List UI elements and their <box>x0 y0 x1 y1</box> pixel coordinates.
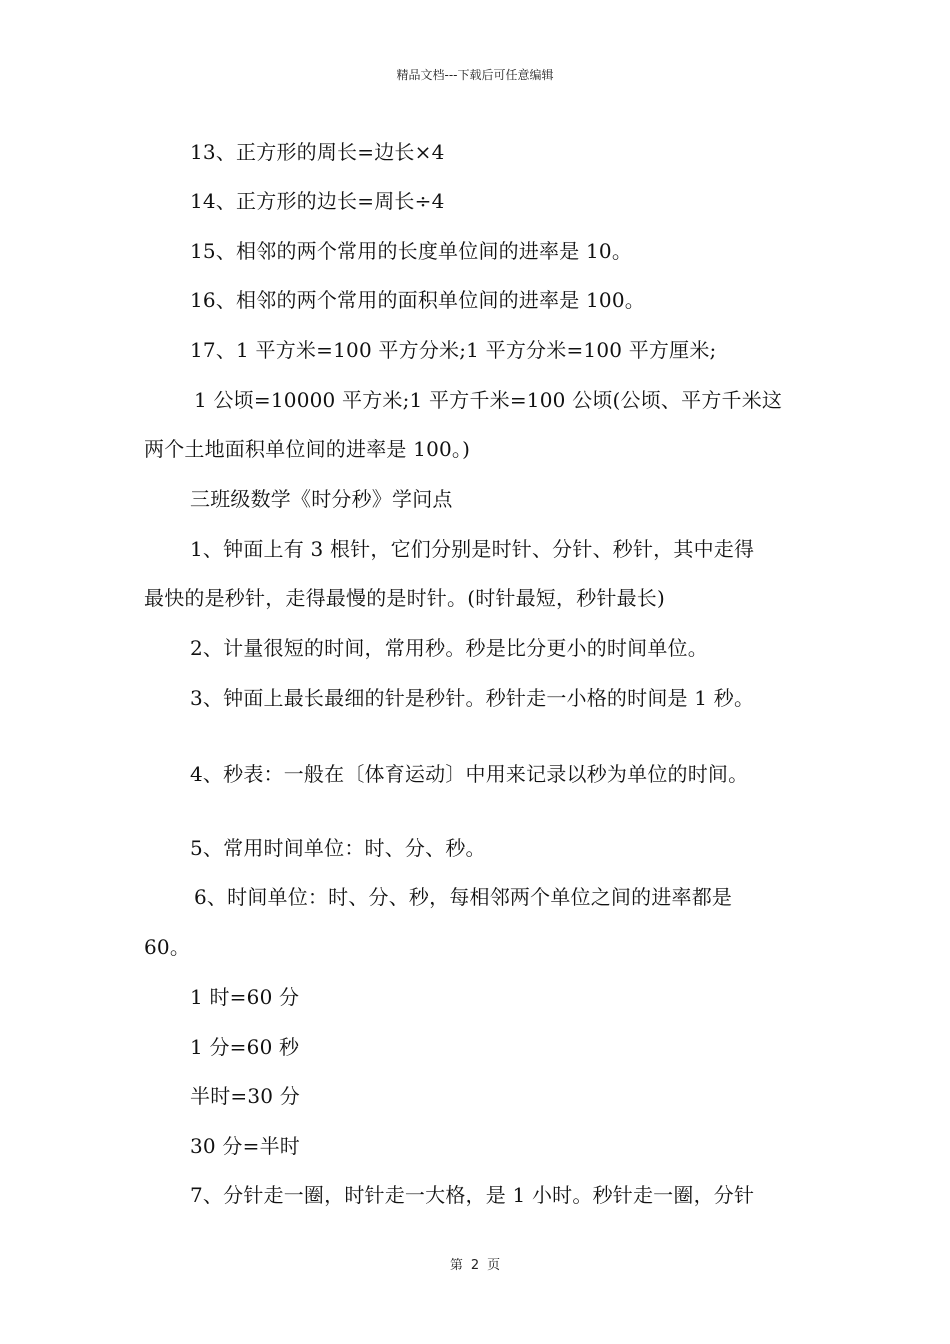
text-line: 60。 <box>144 935 191 959</box>
text-line: 最快的是秒针，走得最慢的是时针。(时针最短，秒针最长) <box>144 586 666 610</box>
text-line: 1、钟面上有 3 根针，它们分别是时针、分针、秒针，其中走得 <box>190 537 755 561</box>
text-line: 1 分=60 秒 <box>190 1035 300 1059</box>
section-heading: 三班级数学《时分秒》学问点 <box>190 487 453 511</box>
text-line: 7、分针走一圈，时针走一大格，是 1 小时。秒针走一圈，分针 <box>190 1183 755 1207</box>
text-line: 半时=30 分 <box>190 1084 300 1108</box>
text-line: 3、钟面上最长最细的针是秒针。秒针走一小格的时间是 1 秒。 <box>190 686 755 710</box>
text-line: 13、正方形的周长=边长×4 <box>190 140 445 164</box>
text-line: 4、秒表：一般在〔体育运动〕中用来记录以秒为单位的时间。 <box>190 762 749 786</box>
text-line: 17、1 平方米=100 平方分米;1 平方分米=100 平方厘米; <box>190 338 717 362</box>
text-line: 1 时=60 分 <box>190 985 300 1009</box>
text-line: 1 公顷=10000 平方米;1 平方千米=100 公顷(公顷、平方千米这 <box>194 388 783 412</box>
page-suffix: 页 <box>487 1258 501 1273</box>
page-number: 2 <box>470 1258 480 1273</box>
text-line: 两个土地面积单位间的进率是 100。) <box>144 437 471 461</box>
text-line: 30 分=半时 <box>190 1134 300 1158</box>
text-line: 5、常用时间单位：时、分、秒。 <box>190 836 486 860</box>
page-header: 精品文档---下载后可任意编辑 <box>396 68 554 82</box>
text-line: 14、正方形的边长=周长÷4 <box>190 189 445 213</box>
page-footer <box>0 1254 950 1273</box>
text-line: 2、计量很短的时间，常用秒。秒是比分更小的时间单位。 <box>190 636 708 660</box>
text-line: 16、相邻的两个常用的面积单位间的进率是 100。 <box>190 288 645 312</box>
text-line: 6、时间单位：时、分、秒，每相邻两个单位之间的进率都是 <box>194 885 733 909</box>
page-prefix: 第 <box>449 1258 463 1273</box>
text-line: 15、相邻的两个常用的长度单位间的进率是 10。 <box>190 239 633 263</box>
